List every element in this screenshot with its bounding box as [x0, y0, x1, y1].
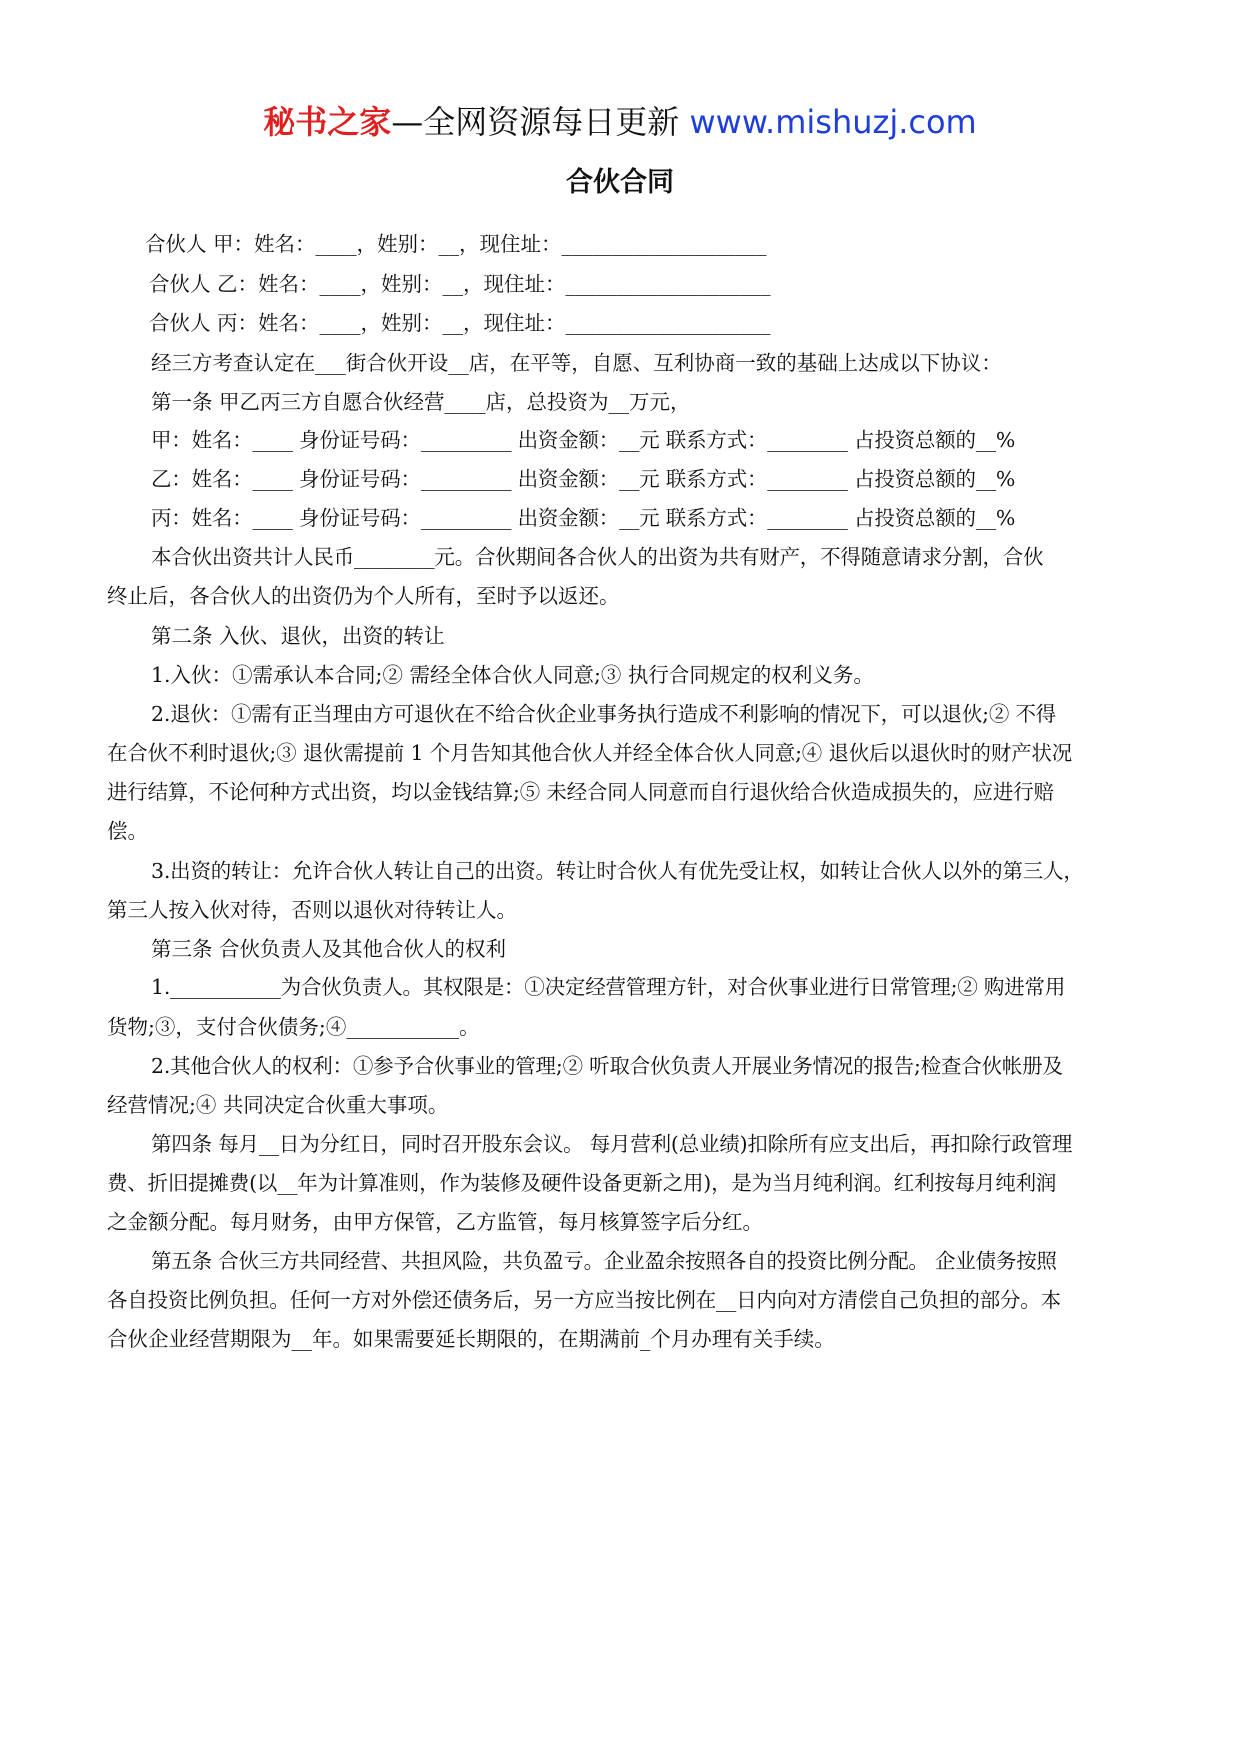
- investor-a-line: 甲：姓名：____ 身份证号码：_________ 出资金额：__元 联系方式：________ 占投资总额的__%: [151, 428, 1016, 452]
- article-5-line-1: 第五条 合伙三方共同经营、共担风险，共负盈亏。企业盈余按照各自的投资比例分配。 企业债务按照: [151, 1249, 1057, 1273]
- partner-rights-line-2: 经营情况;④ 共同决定合伙重大事项。: [107, 1093, 449, 1117]
- article-2-heading: 第二条 入伙、退伙，出资的转让: [151, 624, 445, 648]
- manager-clause-line-1: 1.___________为合伙负责人。其权限是：①决定经营管理方针，对合伙事业进行日常管理;② 购进常用: [151, 975, 1066, 999]
- withdraw-clause-line-1: 2.退伙：①需有正当理由方可退伙在不给合伙企业事务执行造成不利影响的情况下，可以退伙;② 不得: [151, 702, 1057, 726]
- site-banner: [0, 100, 1240, 144]
- withdraw-clause-line-3: 进行结算，不论何种方式出资，均以金钱结算;⑤ 未经合同人同意而自行退伙给合伙造成损失的，应进行赔: [107, 780, 1054, 804]
- site-url-link[interactable]: www.mishuzj.com: [689, 103, 977, 141]
- brand-name: 秘书之家: [263, 103, 392, 141]
- party-a-line: 合伙人 甲：姓名：____，姓别：__，现住址：____________________: [145, 232, 767, 256]
- article-4-line-1: 第四条 每月__日为分红日，同时召开股东会议。 每月营利(总业绩)扣除所有应支出后，再扣除行政管理: [151, 1132, 1073, 1156]
- article-3-heading: 第三条 合伙负责人及其他合伙人的权利: [151, 937, 507, 961]
- transfer-clause-line-1: 3.出资的转让：允许合伙人转让自己的出资。转让时合伙人有优先受让权，如转让合伙人以外的第三人，: [151, 859, 1084, 883]
- investor-c-line: 丙：姓名：____ 身份证号码：_________ 出资金额：__元 联系方式：________ 占投资总额的__%: [151, 506, 1016, 530]
- party-c-line: 合伙人 丙：姓名：____，姓别：__，现住址：____________________: [149, 311, 771, 335]
- manager-clause-line-2: 货物;③，支付合伙债务;④___________。: [107, 1015, 480, 1039]
- party-b-line: 合伙人 乙：姓名：____，姓别：__，现住址：____________________: [149, 272, 771, 296]
- document-title: 合伙合同: [566, 167, 674, 198]
- article-5-line-3: 合伙企业经营期限为__年。如果需要延长期限的，在期满前_个月办理有关手续。: [107, 1327, 835, 1351]
- capital-paragraph-line-1: 本合伙出资共计人民币________元。合伙期间各合伙人的出资为共有财产，不得随意请求分割，合伙: [151, 545, 1044, 569]
- withdraw-clause-line-4: 偿。: [107, 819, 148, 843]
- withdraw-clause-line-2: 在合伙不利时退伙;③ 退伙需提前 1 个月告知其他合伙人并经全体合伙人同意;④ 退伙后以退伙时的财产状况: [107, 741, 1073, 765]
- transfer-clause-line-2: 第三人按入伙对待，否则以退伙对待转让人。: [107, 898, 517, 922]
- article-1-line: 第一条 甲乙丙三方自愿合伙经营____店，总投资为__万元，: [151, 390, 691, 414]
- capital-paragraph-line-2: 终止后，各合伙人的出资仍为个人所有，至时予以返还。: [107, 584, 620, 608]
- article-4-line-3: 之金额分配。每月财务，由甲方保管，乙方监管，每月核算签字后分红。: [107, 1210, 763, 1234]
- article-5-line-2: 各自投资比例负担。任何一方对外偿还债务后，另一方应当按比例在__日内向对方清偿自己负担的部分。本: [107, 1288, 1061, 1312]
- preamble-line: 经三方考查认定在___街合伙开设__店，在平等，自愿、互利协商一致的基础上达成以下协议：: [151, 351, 1002, 375]
- join-clause: 1.入伙：①需承认本合同;② 需经全体合伙人同意;③ 执行合同规定的权利义务。: [151, 663, 874, 687]
- partner-rights-line-1: 2.其他合伙人的权利：①参予合伙事业的管理;② 听取合伙负责人开展业务情况的报告;检查合伙帐册及: [151, 1054, 1063, 1078]
- investor-b-line: 乙：姓名：____ 身份证号码：_________ 出资金额：__元 联系方式：________ 占投资总额的__%: [151, 467, 1016, 491]
- article-4-line-2: 费、折旧提摊费(以__年为计算准则，作为装修及硬件设备更新之用)，是为当月纯利润。红利按每月纯利润: [107, 1171, 1057, 1195]
- banner-tagline: —全网资源每日更新: [391, 103, 680, 141]
